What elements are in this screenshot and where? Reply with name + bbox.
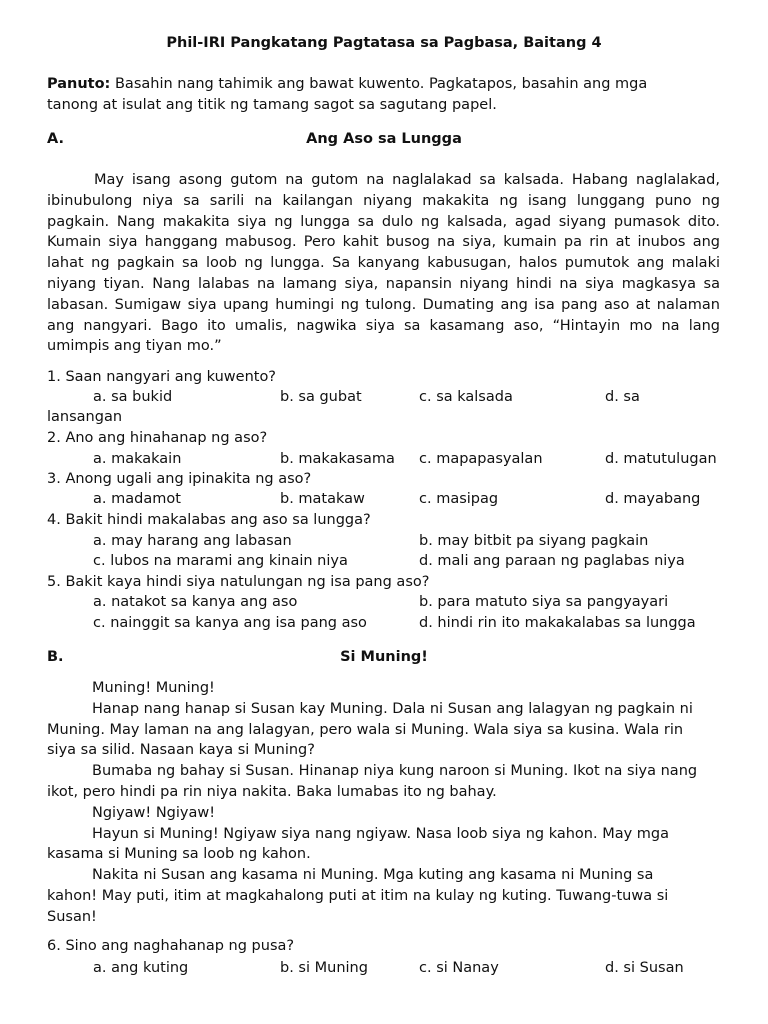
- question-3: 3. Anong ugali ang ipinakita ng aso?: [47, 471, 312, 487]
- story-line: Susan!: [47, 908, 97, 925]
- story-line: kasama si Muning sa loob ng kahon.: [47, 846, 311, 863]
- story-line: Bumaba ng bahay si Susan. Hinanap niya kung naroon si Muning. Ikot na siya nang: [92, 763, 698, 780]
- q6-option-b: b. si Muning: [280, 960, 368, 976]
- q1-option-b: b. sa gubat: [280, 389, 362, 405]
- instructions-label: Panuto:: [47, 76, 111, 92]
- q2-option-d: d. matutulugan: [605, 451, 717, 467]
- section-b-letter: B.: [47, 649, 64, 665]
- story-line: ikot, pero hindi pa rin niya nakita. Baka lumabas ito ng bahay.: [47, 783, 497, 800]
- q3-option-d: d. mayabang: [605, 491, 701, 507]
- section-a-story: May isang asong gutom na gutom na naglalakad sa kalsada. Habang naglalakad, ibinubulong niya sa sarili na kailangan niyang makakita ng isang lunggang puno ng pagkain. Nang makakita siya ng lungga sa dulo ng kalsada, agad siyang pumasok dito. Kumain siya hanggang mabusog. Pero kahit busog na siya, kumain pa rin at inubos ang lahat ng pagkain sa loob ng lungga. Sa kanyang kabusugan, halos pumutok ang malaki niyang tiyan. Nang lalabas na lamang siya, napansin niyang hindi na siya magkasya sa labasan. Sumigaw siya upang humingi ng tulong. Dumating ang isa pang aso at nalaman ang nangyari. Bago ito umalis, nagwika siya sa kasamang aso, “Hintayin mo na lang umimpis ang tiyan mo.”: [47, 172, 720, 355]
- question-5: 5. Bakit kaya hindi siya natulungan ng isa pang aso?: [47, 574, 430, 590]
- q5-option-b: b. para matuto siya sa pangyayari: [419, 594, 669, 610]
- story-line: kahon! May puti, itim at magkahalong puti at itim na kulay ng kuting. Tuwang-tuwa si: [47, 887, 669, 904]
- q3-option-c: c. masipag: [419, 491, 499, 507]
- q1-option-c: c. sa kalsada: [419, 389, 513, 405]
- q3-option-a: a. madamot: [93, 491, 181, 507]
- question-2: 2. Ano ang hinahanap ng aso?: [47, 430, 268, 446]
- q1-option-d: d. sa: [605, 389, 640, 405]
- page-title: Phil-IRI Pangkatang Pagtatasa sa Pagbasa, Baitang 4: [166, 35, 602, 51]
- q5-option-a: a. natakot sa kanya ang aso: [93, 594, 298, 610]
- section-a-letter: A.: [47, 131, 64, 147]
- q6-option-a: a. ang kuting: [93, 960, 189, 976]
- instructions-line-2: tanong at isulat ang titik ng tamang sagot sa sagutang papel.: [47, 97, 497, 113]
- story-line: Ngiyaw! Ngiyaw!: [92, 804, 216, 821]
- story-line: siya sa silid. Nasaan kaya si Muning?: [47, 742, 315, 759]
- section-a-title: Ang Aso sa Lungga: [306, 131, 462, 147]
- q5-option-d: d. hindi rin ito makakalabas sa lungga: [419, 615, 696, 631]
- q1-option-d-continued: lansangan: [47, 409, 123, 425]
- section-b-story: [47, 678, 727, 928]
- q4-option-a: a. may harang ang labasan: [93, 533, 292, 549]
- q2-option-a: a. makakain: [93, 451, 182, 467]
- instructions-line-1: Panuto: Basahin nang tahimik ang bawat kuwento. Pagkatapos, basahin ang mga: [47, 76, 648, 92]
- q4-option-c: c. lubos na marami ang kinain niya: [93, 553, 348, 569]
- q4-option-d: d. mali ang paraan ng paglabas niya: [419, 553, 685, 569]
- question-1: 1. Saan nangyari ang kuwento?: [47, 369, 277, 385]
- q2-option-c: c. mapapasyalan: [419, 451, 543, 467]
- section-b-title: Si Muning!: [340, 649, 428, 665]
- q6-option-c: c. si Nanay: [419, 960, 499, 976]
- q5-option-c: c. nainggit sa kanya ang isa pang aso: [93, 615, 367, 631]
- story-line: Nakita ni Susan ang kasama ni Muning. Mga kuting ang kasama ni Muning sa: [92, 867, 654, 884]
- question-4: 4. Bakit hindi makalabas ang aso sa lungga?: [47, 512, 371, 528]
- q1-option-a: a. sa bukid: [93, 389, 173, 405]
- q3-option-b: b. matakaw: [280, 491, 365, 507]
- q4-option-b: b. may bitbit pa siyang pagkain: [419, 533, 649, 549]
- story-line: Muning. May laman na ang lalagyan, pero wala si Muning. Wala siya sa kusina. Wala rin: [47, 721, 684, 738]
- story-line: Muning! Muning!: [92, 680, 215, 696]
- question-6: 6. Sino ang naghahanap ng pusa?: [47, 938, 295, 954]
- story-line: Hanap nang hanap si Susan kay Muning. Dala ni Susan ang lalagyan ng pagkain ni: [92, 700, 693, 717]
- story-line: Hayun si Muning! Ngiyaw siya nang ngiyaw. Nasa loob siya ng kahon. May mga: [92, 825, 669, 842]
- q6-option-d: d. si Susan: [605, 960, 684, 976]
- q2-option-b: b. makakasama: [280, 451, 395, 467]
